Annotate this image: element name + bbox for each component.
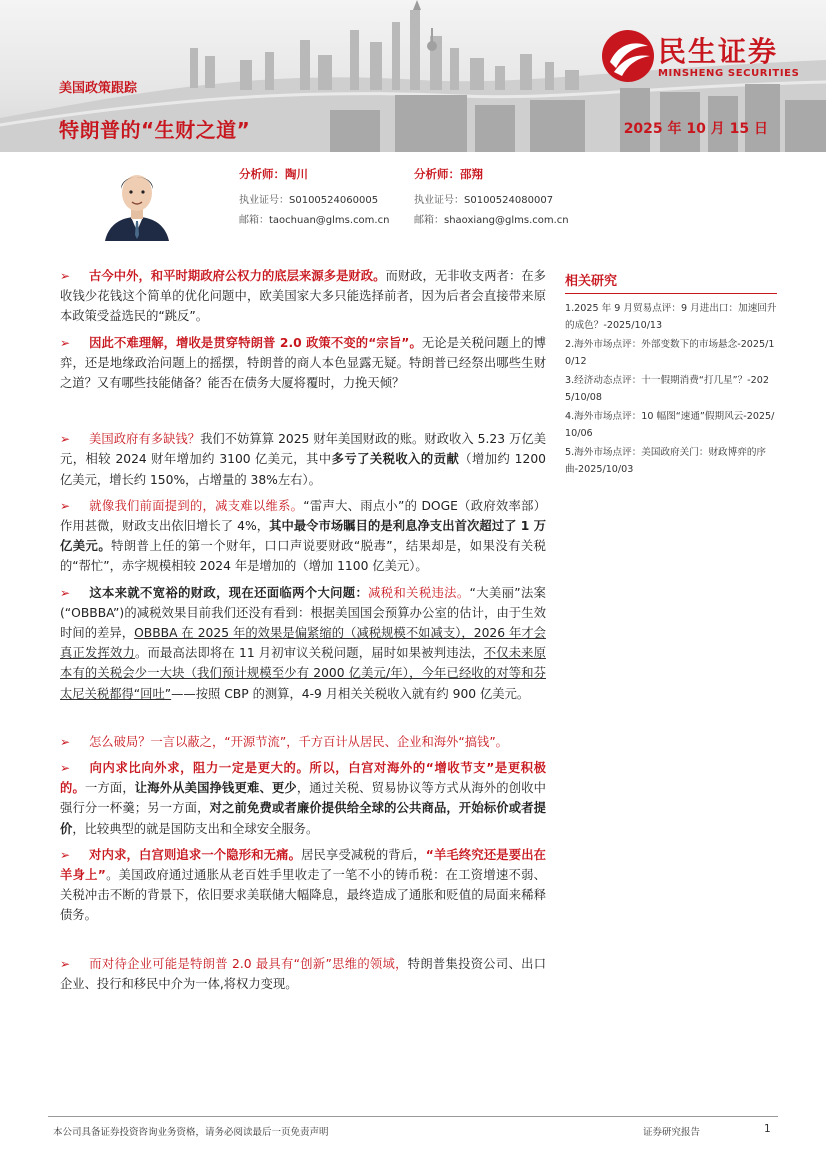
paragraph-9: ➢ 而对待企业可能是特朗普 2.0 最具有“创新”思维的领域，特朗普集投资公司、出口企业、投行和移民中介为一体,将权力变现。 bbox=[60, 954, 546, 994]
page-number: 1 bbox=[764, 1123, 771, 1135]
analyst-name-row bbox=[414, 166, 569, 182]
series-tag: 美国政策跟踪 bbox=[59, 81, 138, 96]
avatar bbox=[101, 161, 173, 241]
related-research-sidebar bbox=[565, 270, 777, 480]
brand-logo bbox=[600, 28, 805, 88]
bullet-arrow-icon: ➢ bbox=[60, 498, 71, 513]
analyst-photo bbox=[101, 161, 173, 241]
analyst-email-row bbox=[239, 211, 389, 231]
header-banner bbox=[0, 0, 826, 152]
cert-number: S0100524080007 bbox=[464, 195, 554, 206]
analyst-role: 分析师： bbox=[414, 167, 460, 181]
bullet-arrow-icon: ➢ bbox=[60, 761, 71, 776]
report-body bbox=[60, 266, 546, 994]
bullet-arrow-icon: ➢ bbox=[60, 734, 71, 749]
paragraph-6: ➢ 怎么破局？一言以蔽之，“开源节流”，千方百计从居民、企业和海外“搞钱”。 bbox=[60, 732, 546, 752]
analyst-name: 陶川 bbox=[285, 167, 308, 181]
analyst-name: 邵翔 bbox=[460, 167, 483, 181]
sidebar-heading: 相关研究 bbox=[565, 270, 777, 294]
brand-name-cn: 民生证券 bbox=[658, 35, 779, 68]
email-link[interactable]: taochuan@glms.com.cn bbox=[269, 215, 390, 226]
paragraph-3: ➢ 美国政府有多缺钱？我们不妨算算 2025 财年美国财政的账。财政收入 5.23 万亿美元，相较 2024 财年增加约 3100 亿美元，其中多亏了关税收入的贡献（增加约 1200 亿美元，增长约 150%，占增量的 38%左右）。 bbox=[60, 429, 546, 490]
report-title: 特朗普的“生财之道” bbox=[59, 118, 251, 142]
paragraph-4: ➢ 就像我们前面提到的，减支难以维系。“雷声大、雨点小”的 DOGE（政府效率部）作用甚微，财政支出依旧增长了 4%，其中最令市场瞩目的是利息净支出首次超过了 1 万亿美元。特朗普上任的第一个财年，口口声说要财政“脱毒”，结果却是，如果没有关税的“帮忙”，赤字规模相较 2024 年是增加的（增加 1100 亿美元）。 bbox=[60, 496, 546, 577]
bullet-arrow-icon: ➢ bbox=[60, 956, 71, 971]
analyst-role: 分析师： bbox=[239, 167, 285, 181]
related-research-link[interactable]: 2.海外市场点评：外部变数下的市场悬念-2025/10/12 bbox=[565, 339, 775, 367]
analyst-card-2 bbox=[414, 166, 569, 231]
related-research-link[interactable]: 3.经济动态点评：十一假期消费“打几星”？-2025/10/08 bbox=[565, 375, 769, 403]
paragraph-8: ➢ 对内求，白宫则追求一个隐形和无痛。居民享受减税的背后，“羊毛终究还是要出在羊身上”。美国政府通过通胀从老百姓手里收走了一笔不小的铸币税：在工资增速不弱、关税冲击不断的背景下，依旧要求美联储大幅降息，最终造成了通胀和贬值的局面来稀释债务。 bbox=[60, 845, 546, 926]
cert-label: 执业证号： bbox=[414, 195, 464, 206]
bullet-arrow-icon: ➢ bbox=[60, 335, 71, 350]
footer-report-type: 证券研究报告 bbox=[643, 1127, 701, 1138]
related-research-link[interactable]: 4.海外市场点评：10 幅图“速通”假期风云-2025/10/06 bbox=[565, 411, 775, 439]
email-label: 邮箱： bbox=[239, 215, 269, 226]
analyst-cert-row bbox=[414, 191, 569, 211]
brand-name-en: MINSHENG SECURITIES bbox=[658, 68, 800, 79]
brand-mark-icon bbox=[600, 28, 656, 84]
related-research-link[interactable]: 5.海外市场点评：美国政府关门：财政博弈的序曲-2025/10/03 bbox=[565, 447, 767, 475]
analyst-name-row bbox=[239, 166, 389, 182]
bullet-arrow-icon: ➢ bbox=[60, 585, 71, 600]
analyst-card-1 bbox=[239, 166, 389, 231]
cert-number: S0100524060005 bbox=[289, 195, 379, 206]
email-label: 邮箱： bbox=[414, 215, 444, 226]
analyst-email-row bbox=[414, 211, 569, 231]
cert-label: 执业证号： bbox=[239, 195, 289, 206]
bullet-arrow-icon: ➢ bbox=[60, 432, 71, 447]
paragraph-5: ➢ 这本来就不宽裕的财政，现在还面临两个大问题：减税和关税违法。“大美丽”法案(“OBBBA”)的减税效果目前我们还没有看到：根据美国国会预算办公室的估计，由于生效时间的差异，OBBBA 在 2025 年的效果是偏紧缩的（减税规模不如减支），2026 年才会真正发挥效力。而最高法即将在 11 月初审议关税问题，届时如果被判违法，不仅未来原本有的关税会少一大块（我们预计规模至少有 2000 亿美元/年），今年已经收的对等和芬太尼关税都得“回吐”——按照 CBP 的测算，4-9 月相关关税收入就有约 900 亿美元。 bbox=[60, 583, 546, 704]
bullet-arrow-icon: ➢ bbox=[60, 269, 71, 283]
paragraph-7: ➢ 向内求比向外求，阻力一定是更大的。所以，白宫对海外的“增收节支”是更积极的。一方面，让海外从美国挣钱更难、更少，通过关税、贸易协议等方式从海外的创收中强行分一杯羹；另一方面，对之前免费或者廉价提供给全球的公共商品，开始标价或者提价，比较典型的就是国防支出和全球安全服务。 bbox=[60, 758, 546, 839]
analyst-cert-row bbox=[239, 191, 389, 211]
paragraph-1: ➢ 古今中外，和平时期政府公权力的底层来源多是财政。而财政，无非收支两者：在多收钱少花钱这个简单的优化问题中，欧美国家大多只能选择前者，因为后者会直接带来原本政策受益选民的“跳反”。 bbox=[60, 266, 546, 327]
footer-disclaimer: 本公司具备证券投资咨询业务资格，请务必阅读最后一页免责声明 bbox=[53, 1127, 329, 1138]
email-link[interactable]: shaoxiang@glms.com.cn bbox=[444, 215, 569, 226]
report-date: 2025 年 10 月 15 日 bbox=[623, 121, 768, 137]
related-research-link[interactable]: 1.2025 年 9 月贸易点评：9 月进出口：加速回升的成色？-2025/10/13 bbox=[565, 303, 777, 331]
footer-divider bbox=[48, 1116, 778, 1117]
paragraph-2: ➢ 因此不难理解，增收是贯穿特朗普 2.0 政策不变的“宗旨”。无论是关税问题上的博弈，还是地缘政治问题上的摇摆，特朗普的商人本色显露无疑。特朗普已经祭出哪些生财之道？又有哪些技能储备？能否在债务大厦将覆时，力挽天倾？ bbox=[60, 333, 546, 394]
bullet-arrow-icon: ➢ bbox=[60, 847, 71, 862]
